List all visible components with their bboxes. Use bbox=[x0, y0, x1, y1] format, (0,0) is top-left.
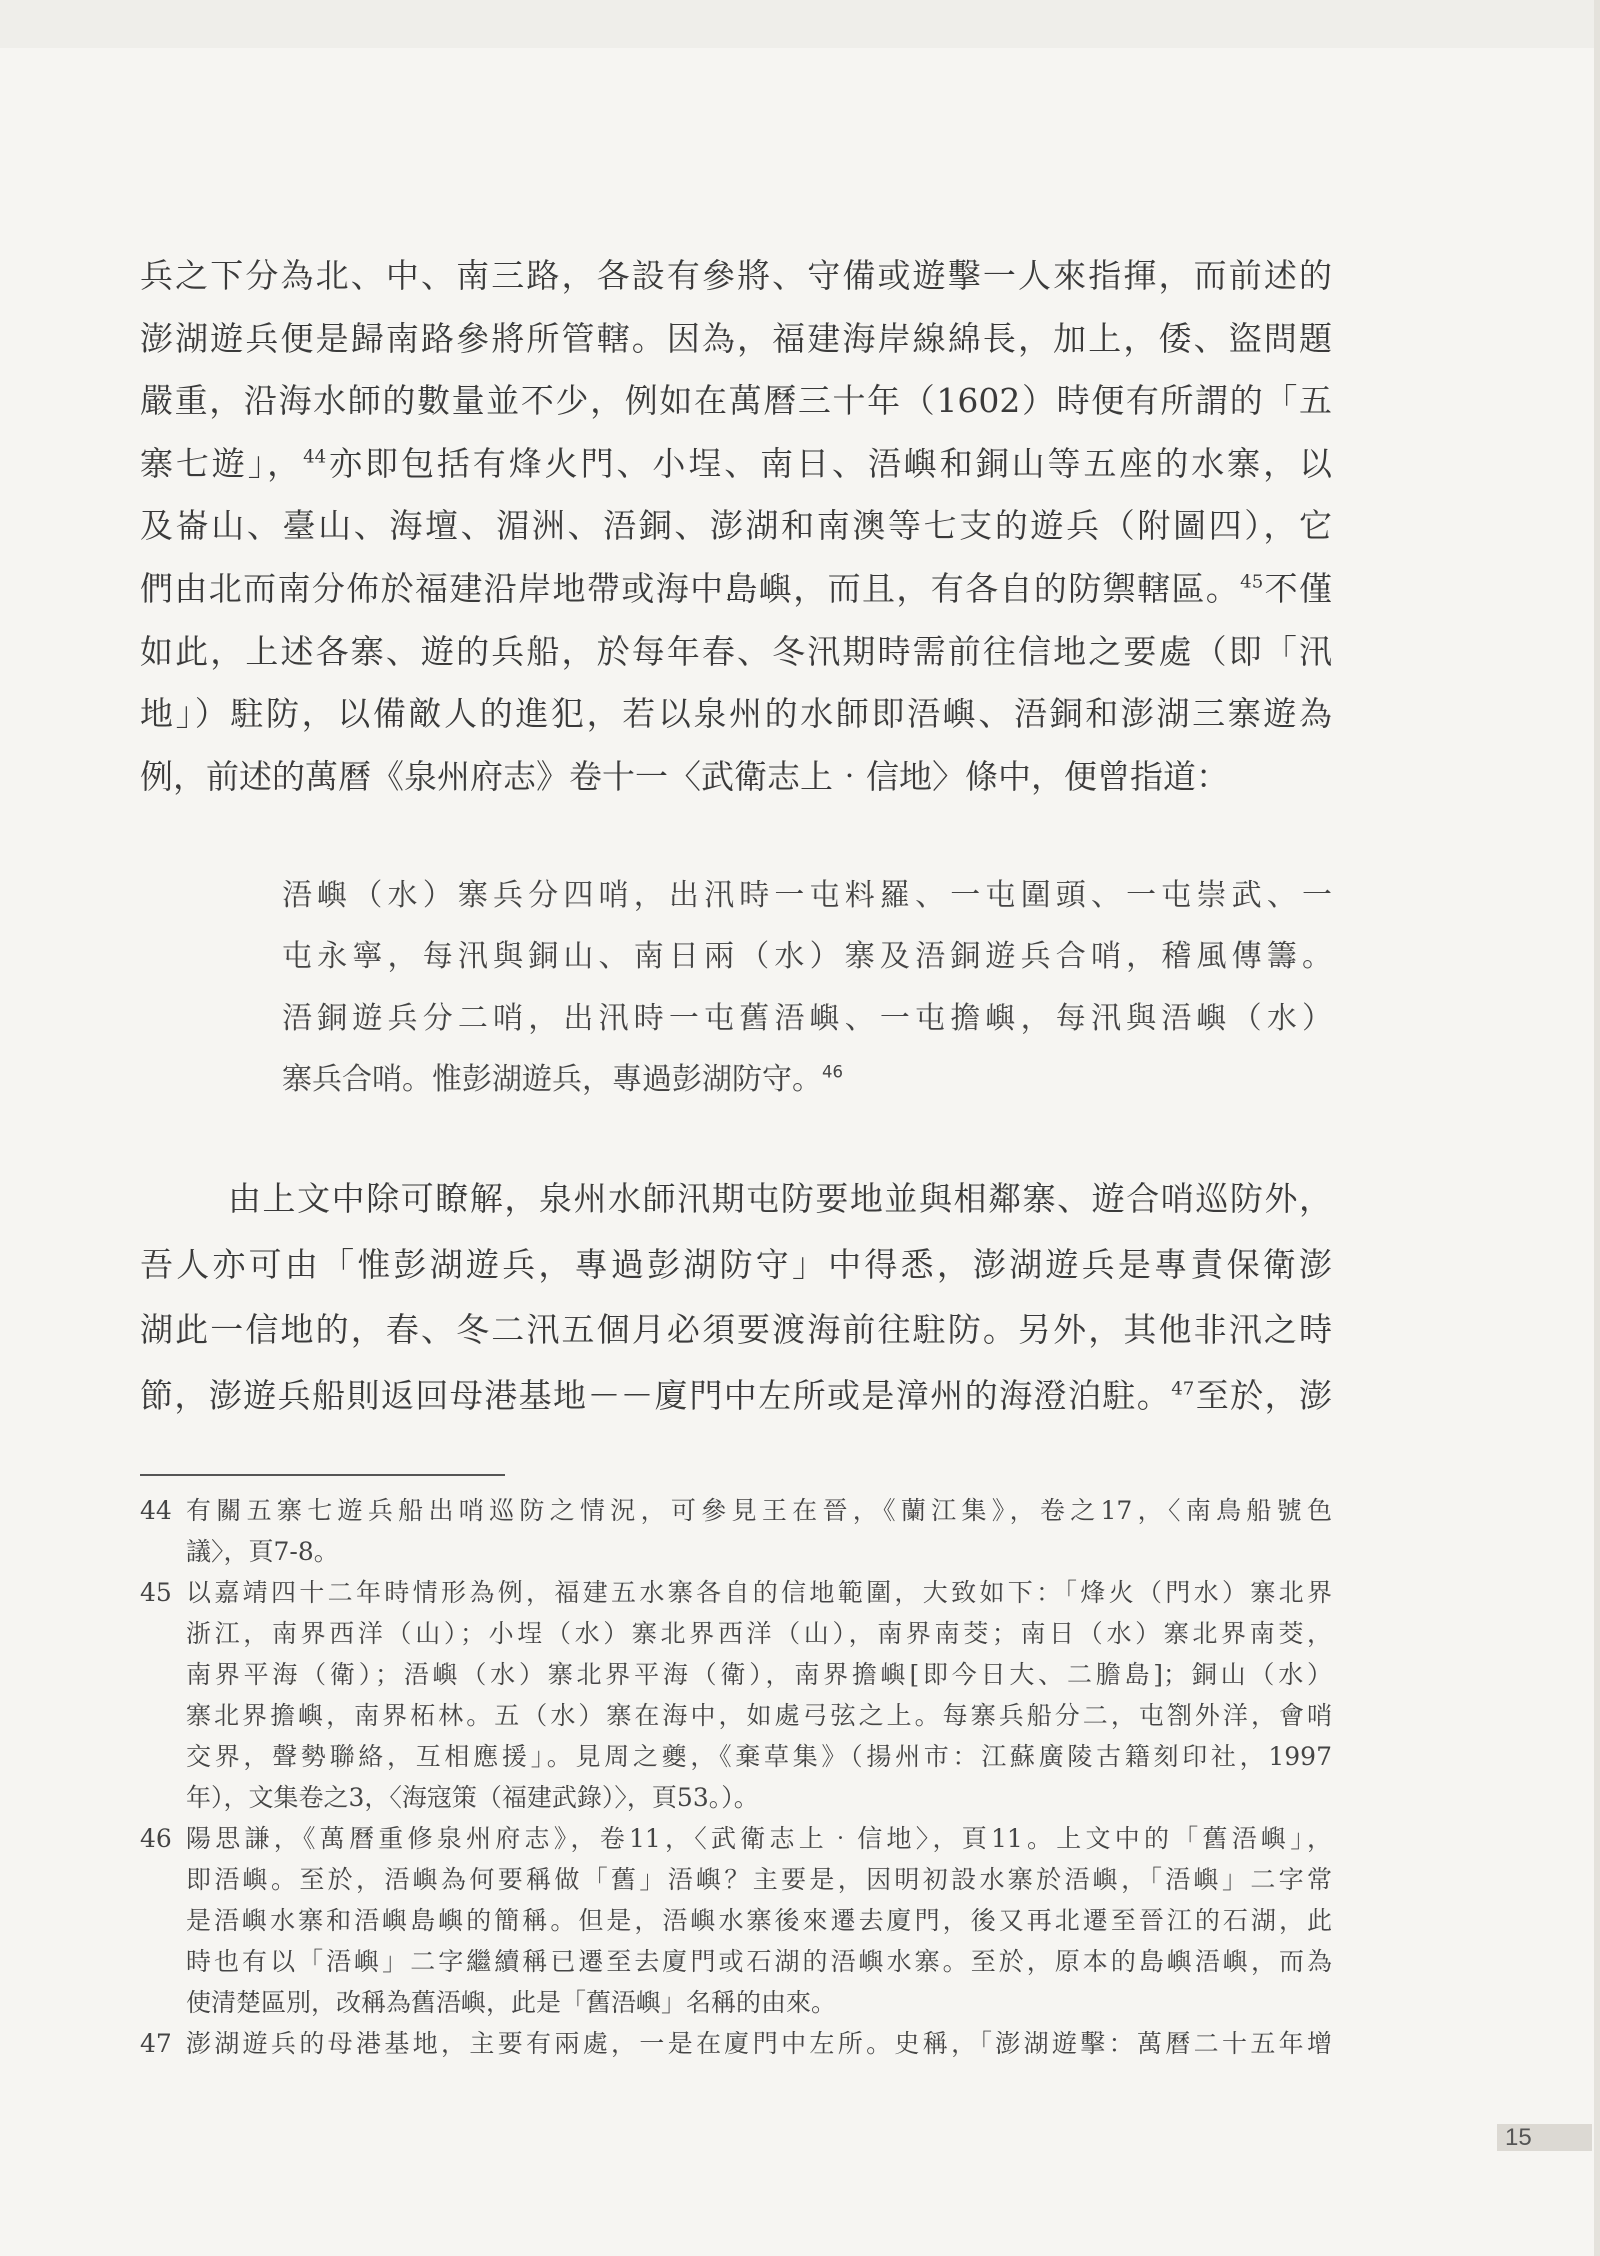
scan-top-band bbox=[0, 0, 1600, 48]
footnote-number: 46 bbox=[140, 1824, 172, 1853]
line-text: 至於，澎 bbox=[1194, 1376, 1333, 1416]
text-line bbox=[186, 1572, 1332, 1613]
text-line bbox=[140, 308, 1332, 371]
text-line bbox=[186, 1982, 1332, 2023]
footnote-47 bbox=[140, 2023, 1332, 2064]
body-paragraph-2 bbox=[140, 1166, 1332, 1429]
text-line bbox=[140, 370, 1332, 433]
text-line bbox=[186, 1941, 1332, 1982]
page-number: 15 bbox=[1497, 2124, 1592, 2151]
footnotes bbox=[140, 1490, 1332, 2064]
text-line bbox=[140, 683, 1332, 746]
line-text: 南界平海（衛）；浯嶼（水）寨北界平海（衛），南界擔嶼[即今日大、二膽島]；銅山（水） bbox=[186, 1660, 1332, 1689]
text-line bbox=[282, 926, 1332, 987]
footnote-44 bbox=[140, 1490, 1332, 1572]
text-line bbox=[282, 988, 1332, 1049]
line-text: 即浯嶼。至於，浯嶼為何要稱做「舊」浯嶼？主要是，因明初設水寨於浯嶼，「浯嶼」二字常 bbox=[186, 1865, 1332, 1894]
footnote-number: 44 bbox=[140, 1496, 172, 1525]
line-text: 兵之下分為北、中、南三路，各設有參將、守備或遊擊一人來指揮，而前述的 bbox=[140, 256, 1332, 295]
text-line bbox=[282, 865, 1332, 926]
text-line bbox=[186, 1654, 1332, 1695]
line-text: 澎湖遊兵的母港基地，主要有兩處，一是在廈門中左所。史稱，「澎湖遊擊：萬曆二十五年增 bbox=[186, 2029, 1332, 2058]
footnote-number: 45 bbox=[140, 1578, 172, 1607]
line-text: 湖此一信地的，春、冬二汛五個月必須要渡海前往駐防。另外，其他非汛之時 bbox=[140, 1310, 1332, 1350]
text-line bbox=[186, 2023, 1332, 2064]
block-quote bbox=[282, 865, 1332, 1110]
line-text: 議〉，頁7-8。 bbox=[186, 1537, 339, 1566]
text-line bbox=[140, 621, 1332, 684]
scan-right-edge bbox=[1594, 0, 1600, 2256]
line-text: 屯永寧，每汛與銅山、南日兩（水）寨及浯銅遊兵合哨，稽風傳籌。 bbox=[282, 939, 1332, 975]
text-line bbox=[140, 558, 1332, 621]
text-line bbox=[140, 1166, 1332, 1232]
line-text: 浯嶼（水）寨兵分四哨，出汛時一屯料羅、一屯圍頭、一屯崇武、一 bbox=[282, 878, 1332, 913]
line-text: 交界，聲勢聯絡，互相應援」。見周之夔，《棄草集》（揚州市：江蘇廣陵古籍刻印社，1997 bbox=[186, 1742, 1332, 1771]
text-line bbox=[140, 1297, 1332, 1363]
line-text: 時也有以「浯嶼」二字繼續稱已遷至去廈門或石湖的浯嶼水寨。至於，原本的島嶼浯嶼，而為 bbox=[186, 1947, 1332, 1976]
line-text: 是浯嶼水寨和浯嶼島嶼的簡稱。但是，浯嶼水寨後來遷去廈門，後又再北遷至晉江的石湖，此 bbox=[186, 1906, 1332, 1935]
footnote-separator bbox=[140, 1474, 505, 1476]
footnote-reference[interactable]: 45 bbox=[1240, 571, 1264, 593]
text-line bbox=[186, 1859, 1332, 1900]
line-text: 陽思謙，《萬曆重修泉州府志》，卷11，〈武衛志上‧信地〉，頁11。上文中的「舊浯嶼」， bbox=[186, 1824, 1332, 1853]
text-line bbox=[186, 1531, 1332, 1572]
line-text: 亦即包括有烽火門、小埕、南日、浯嶼和銅山等五座的水寨，以 bbox=[326, 443, 1333, 483]
line-text: 寨七遊」， bbox=[140, 443, 304, 483]
line-text: 不僅 bbox=[1263, 568, 1333, 608]
text-line bbox=[282, 1049, 1332, 1110]
footnote-46 bbox=[140, 1818, 1332, 2023]
line-text: 如此，上述各寨、遊的兵船，於每年春、冬汛期時需前往信地之要處（即「汛 bbox=[140, 631, 1332, 671]
text-line bbox=[186, 1777, 1332, 1818]
line-text: 例，前述的萬曆《泉州府志》卷十一〈武衛志上‧信地〉條中，便曾指道： bbox=[140, 756, 1229, 796]
text-line bbox=[140, 245, 1332, 308]
line-text: 浯銅遊兵分二哨，出汛時一屯舊浯嶼、一屯擔嶼，每汛與浯嶼（水） bbox=[282, 1000, 1332, 1036]
line-text: 寨北界擔嶼，南界柘林。五（水）寨在海中，如處弓弦之上。每寨兵船分二，屯劄外洋，會哨 bbox=[186, 1701, 1332, 1730]
text-line bbox=[186, 1695, 1332, 1736]
line-text: 由上文中除可瞭解，泉州水師汛期屯防要地並與相鄰寨、遊合哨巡防外， bbox=[228, 1179, 1332, 1218]
text-line bbox=[186, 1900, 1332, 1941]
text-line bbox=[140, 433, 1332, 496]
text-line bbox=[140, 495, 1332, 558]
text-line bbox=[186, 1613, 1332, 1654]
line-text: 年），文集卷之3，〈海寇策（福建武錄）〉，頁53。）。 bbox=[186, 1783, 759, 1812]
text-line bbox=[140, 1363, 1332, 1429]
line-text: 及崙山、臺山、海壇、湄洲、浯銅、澎湖和南澳等七支的遊兵（附圖四），它 bbox=[140, 506, 1332, 546]
line-text: 節，澎遊兵船則返回母港基地－－廈門中左所或是漳州的海澄泊駐。 bbox=[140, 1376, 1172, 1416]
footnote-reference[interactable]: 47 bbox=[1171, 1378, 1195, 1400]
text-line bbox=[186, 1490, 1332, 1531]
line-text: 使清楚區別，改稱為舊浯嶼，此是「舊浯嶼」名稱的由來。 bbox=[186, 1988, 837, 2017]
footnote-reference[interactable]: 46 bbox=[822, 1062, 843, 1082]
line-text: 們由北而南分佈於福建沿岸地帶或海中島嶼，而且，有各自的防禦轄區。 bbox=[140, 568, 1241, 608]
text-line bbox=[186, 1818, 1332, 1859]
footnote-number: 47 bbox=[140, 2029, 172, 2058]
line-text: 澎湖遊兵便是歸南路參將所管轄。因為，福建海岸線綿長，加上，倭、盜問題 bbox=[140, 318, 1332, 358]
line-text: 浙江，南界西洋（山）；小埕（水）寨北界西洋（山），南界南茭；南日（水）寨北界南茭， bbox=[186, 1619, 1332, 1648]
text-line bbox=[140, 746, 1332, 809]
line-text: 嚴重，沿海水師的數量並不少，例如在萬曆三十年（1602）時便有所謂的「五 bbox=[140, 381, 1332, 421]
line-text: 吾人亦可由「惟彭湖遊兵，專過彭湖防守」中得悉，澎湖遊兵是專責保衛澎 bbox=[140, 1244, 1332, 1284]
footnote-45 bbox=[140, 1572, 1332, 1818]
text-line bbox=[186, 1736, 1332, 1777]
line-text: 地」）駐防，以備敵人的進犯，若以泉州的水師即浯嶼、浯銅和澎湖三寨遊為 bbox=[140, 694, 1332, 734]
body-paragraph-1 bbox=[140, 245, 1332, 808]
line-text: 以嘉靖四十二年時情形為例，福建五水寨各自的信地範圍，大致如下：「烽火（門水）寨北界 bbox=[186, 1578, 1332, 1607]
text-line bbox=[140, 1232, 1332, 1298]
line-text: 有關五寨七遊兵船出哨巡防之情況，可參見王在晉，《蘭江集》，卷之17，〈南鳥船號色 bbox=[186, 1496, 1332, 1525]
footnote-reference[interactable]: 44 bbox=[303, 446, 327, 468]
line-text: 寨兵合哨。惟彭湖遊兵，專過彭湖防守。 bbox=[282, 1061, 822, 1097]
